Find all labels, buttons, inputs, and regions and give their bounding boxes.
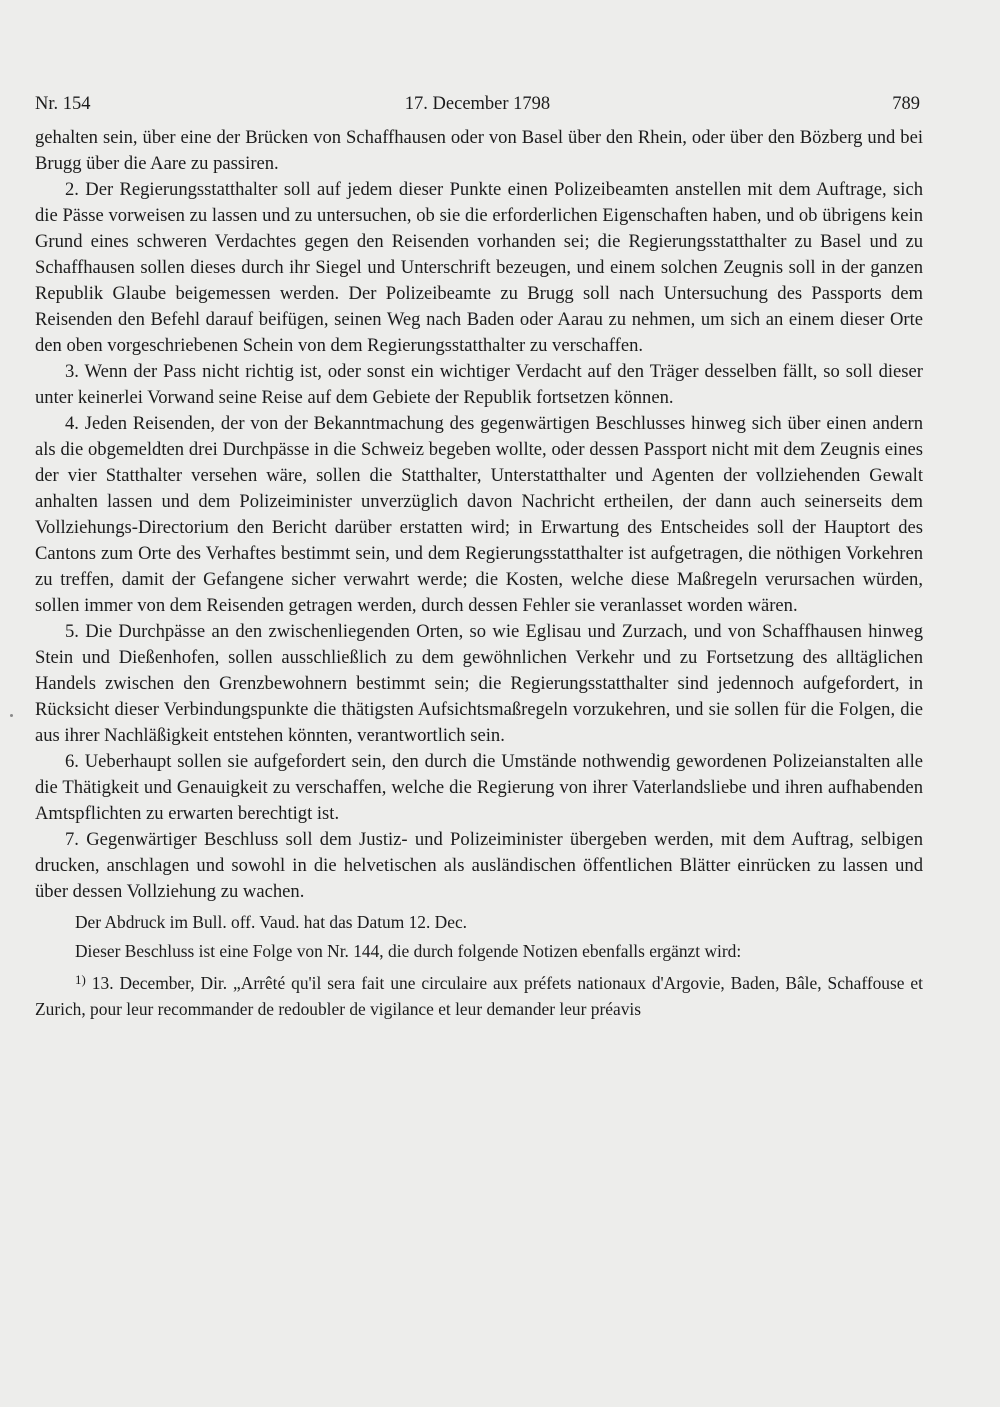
page-number: 789 bbox=[892, 94, 920, 114]
paragraph-2: 2. Der Regierungsstatthalter soll auf jedem dieser Punkte einen Polizeibeamten anstellen mit dem Auftrage, sich die Pässe vorweisen zu lassen und zu untersuchen, ob sie die erforderlichen Eigenschaften haben, und ob übrigens kein Grund eines schweren Verdachtes gegen den Reisenden vorhanden sei; die Regierungsstatthalter zu Basel und zu Schaffhausen sollen dieses durch ihr Siegel und Unterschrift bezeugen, und einem solchen Zeugnis soll in der ganzen Republik Glaube beigemessen werden. Der Polizeibeamte zu Brugg soll nach Untersuchung des Passports dem Reisenden den Befehl darauf beifügen, seinen Weg nach Baden oder Aarau zu nehmen, um sich an einem dieser Orte den oben vorgeschriebenen Schein von dem Regierungsstatthalter zu verschaffen. bbox=[35, 179, 923, 356]
margin-speck bbox=[10, 714, 13, 717]
header-date: 17. December 1798 bbox=[404, 94, 551, 114]
document-body bbox=[35, 125, 923, 1022]
footnote-marker: 1) bbox=[75, 972, 86, 987]
paragraph-3: 3. Wenn der Pass nicht richtig ist, oder sonst ein wichtiger Verdacht auf den Träger desselben fällt, so soll dieser unter keinerlei Vorwand seine Reise auf dem Gebiete der Republik fortsetzen können. bbox=[35, 361, 923, 408]
paragraph-5: 5. Die Durchpässe an den zwischenliegenden Orten, so wie Eglisau und Zurzach, und von Schaffhausen hinweg Stein und Dießenhofen, sollen ausschließlich zu dem gewöhnlichen Verkehr und zu Fortsetzung des alltäglichen Handels zwischen den Grenzbewohnern bestimmt sein; die Regierungsstatthalter sind jedennoch aufgefordert, in Rücksicht dieser Verbindungspunkte die thätigsten Aufsichtsmaßregeln vorzukehren, und sie sollen für die Folgen, die aus ihrer Nachläßigkeit entstehen könnten, verantwortlich sein. bbox=[35, 621, 923, 746]
paragraph-7: 7. Gegenwärtiger Beschluss soll dem Justiz- und Polizeiminister übergeben werden, mit dem Auftrag, selbigen drucken, anschlagen und sowohl in die helvetischen als ausländischen öffentlichen Blätter einrücken zu lassen und über dessen Vollziehung zu wachen. bbox=[35, 829, 923, 902]
paragraph-6: 6. Ueberhaupt sollen sie aufgefordert sein, den durch die Umstände nothwendig gewordenen Polizeianstalten alle die Thätigkeit und Genauigkeit zu verschaffen, welche die Regierung von ihrer Vaterlandsliebe und ihren aufhabenden Amtspflichten zu erwarten berechtigt ist. bbox=[35, 751, 923, 824]
note-item bbox=[35, 967, 923, 1022]
note-folge: Dieser Beschluss ist eine Folge von Nr. 144, die durch folgende Notizen ebenfalls ergänzt wird: bbox=[75, 941, 742, 961]
document-number: Nr. 154 bbox=[35, 94, 91, 114]
note-item-text: 13. December, Dir. „Arrêté qu'il sera fait une circulaire aux préfets nationaux d'Argovie, Baden, Bâle, Schaffouse et Zurich, pour leur recommander de redoubler de vigilance et leur demander leur préavis bbox=[35, 973, 923, 1019]
paragraph-4: 4. Jeden Reisenden, der von der Bekanntmachung des gegenwärtigen Beschlusses hinweg sich über einen andern als die obgemeldten drei Durchpässe in die Schweiz begeben wollte, oder dessen Passport nicht mit dem Zeugnis eines der vier Statthalter versehen wäre, sollen die Statthalter, Unterstatthalter und Agenten der vollziehenden Gewalt anhalten lassen und dem Polizeiminister unverzüglich davon Nachricht ertheilen, der dann auch seinerseits dem Vollziehungs-Directorium den Bericht darüber erstatten wird; in Erwartung des Entscheides soll der Hauptort des Cantons zum Orte des Verhaftes bestimmt sein, und dem Regierungsstatthalter ist aufgetragen, die nöthigen Vorkehren zu treffen, damit der Gefangene sicher verwahrt werde; die Kosten, welche diese Maßregeln verursachen würden, sollen immer von dem Reisenden getragen werden, durch dessen Fehler sie veranlasset worden wären. bbox=[35, 413, 923, 616]
note-abdruck: Der Abdruck im Bull. off. Vaud. hat das Datum 12. Dec. bbox=[75, 912, 468, 932]
running-header bbox=[35, 92, 920, 116]
paragraph-continuation: gehalten sein, über eine der Brücken von Schaffhausen oder von Basel über den Rhein, oder über den Bözberg und bei Brugg über die Aare zu passiren. bbox=[35, 127, 923, 174]
